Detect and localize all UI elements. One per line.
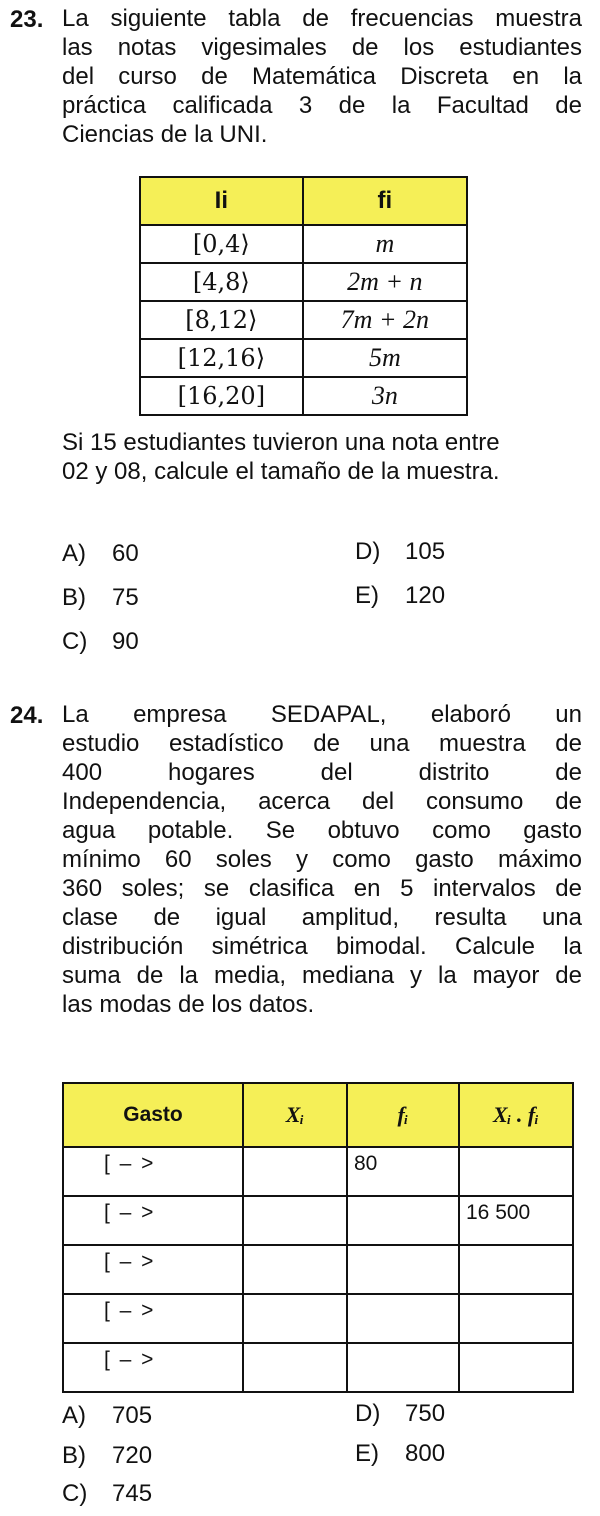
header-fi: fᵢ [347,1083,459,1147]
fi-cell [347,1245,459,1294]
text-line: 360 soles; se clasifica en 5 intervalos de [62,875,582,902]
xi-cell [243,1196,347,1245]
table-header-row [63,1083,573,1147]
option-value: 60 [112,540,139,567]
option-value: 75 [112,584,139,611]
question-24-text [62,700,582,1019]
option-a[interactable] [62,540,139,568]
option-label: D) [355,538,381,565]
option-d[interactable] [355,1400,445,1428]
table-row [140,225,467,263]
option-label: B) [62,584,86,611]
header-gasto: Gasto [63,1083,243,1147]
interval-cell: [ – > [63,1294,243,1343]
option-e[interactable] [355,1440,445,1468]
frequency-cell: 3n [303,377,467,415]
text-line: mínimo 60 soles y como gasto máximo [62,846,582,873]
text-line: Si 15 estudiantes tuvieron una nota entre [62,429,500,456]
xifi-cell [459,1294,573,1343]
option-value: 745 [112,1480,153,1507]
text-line: La empresa SEDAPAL, elaboró un [62,701,582,728]
question-number: 24. [10,702,44,729]
frequency-table-23 [139,176,468,416]
option-a[interactable] [62,1402,152,1430]
option-e[interactable] [355,582,445,610]
text-line: práctica calificada 3 de la Facultad de [62,92,582,119]
table-row [63,1343,573,1392]
interval-cell: [4,8⟩ [140,263,303,301]
fi-cell [347,1343,459,1392]
header-interval: Ii [140,177,303,225]
option-b[interactable] [62,1442,152,1470]
table-row [140,377,467,415]
table-row [140,301,467,339]
xifi-cell [459,1245,573,1294]
text-line: del curso de Matemática Discreta en la [62,63,582,90]
option-value: 90 [112,628,139,655]
option-label: E) [355,582,379,609]
frequency-cell: 2m + n [303,263,467,301]
option-label: A) [62,540,86,567]
xi-cell [243,1294,347,1343]
text-line: clase de igual amplitud, resulta una [62,904,582,931]
header-xi: Xᵢ [243,1083,347,1147]
text-line: agua potable. Se obtuvo como gasto [62,817,582,844]
option-value: 120 [405,582,446,609]
question-number: 23. [10,6,44,33]
question-23-prompt [62,428,582,486]
xi-cell [243,1343,347,1392]
text-line: 400 hogares del distrito de [62,759,582,786]
interval-cell: [0,4⟩ [140,225,303,263]
text-line: Ciencias de la UNI. [62,121,268,148]
option-value: 800 [405,1440,446,1467]
option-label: C) [62,1480,88,1507]
table-row [63,1196,573,1245]
option-label: E) [355,1440,379,1467]
option-label: A) [62,1402,86,1429]
header-frequency: fi [303,177,467,225]
interval-cell: [12,16⟩ [140,339,303,377]
fi-cell: 80 [347,1147,459,1196]
text-line: las notas vigesimales de los estudiantes [62,34,582,61]
table-row [63,1147,573,1196]
interval-cell: [ – > [63,1147,243,1196]
option-d[interactable] [355,538,445,566]
text-line: 02 y 08, calcule el tamaño de la muestra. [62,458,500,485]
text-line: estudio estadístico de una muestra de [62,730,582,757]
interval-cell: [ – > [63,1343,243,1392]
text-line: Independencia, acerca del consumo de [62,788,582,815]
text-line: distribución simétrica bimodal. Calcule la [62,933,582,960]
option-label: D) [355,1400,381,1427]
option-label: C) [62,628,88,655]
frequency-cell: 7m + 2n [303,301,467,339]
option-value: 750 [405,1400,446,1427]
frequency-cell: m [303,225,467,263]
xifi-cell: 16 500 [459,1196,573,1245]
question-23-text [62,4,582,149]
table-row [63,1294,573,1343]
fi-cell [347,1196,459,1245]
expense-table-24 [62,1082,574,1393]
interval-cell: [8,12⟩ [140,301,303,339]
table-row [140,339,467,377]
header-xi-fi: Xᵢ . fᵢ [459,1083,573,1147]
option-value: 105 [405,538,446,565]
table-row [140,263,467,301]
option-b[interactable] [62,584,139,612]
interval-cell: [ – > [63,1196,243,1245]
text-line: La siguiente tabla de frecuencias muestra [62,5,582,32]
table-header-row [140,177,467,225]
interval-cell: [16,20] [140,377,303,415]
xi-cell [243,1245,347,1294]
fi-cell [347,1294,459,1343]
option-value: 705 [112,1402,153,1429]
option-c[interactable] [62,628,139,656]
text-line: las modas de los datos. [62,991,315,1018]
xi-cell [243,1147,347,1196]
xifi-cell [459,1147,573,1196]
frequency-cell: 5m [303,339,467,377]
xifi-cell [459,1343,573,1392]
option-c[interactable] [62,1480,152,1508]
table-row [63,1245,573,1294]
option-value: 720 [112,1442,153,1469]
text-line: suma de la media, mediana y la mayor de [62,962,582,989]
option-label: B) [62,1442,86,1469]
interval-cell: [ – > [63,1245,243,1294]
